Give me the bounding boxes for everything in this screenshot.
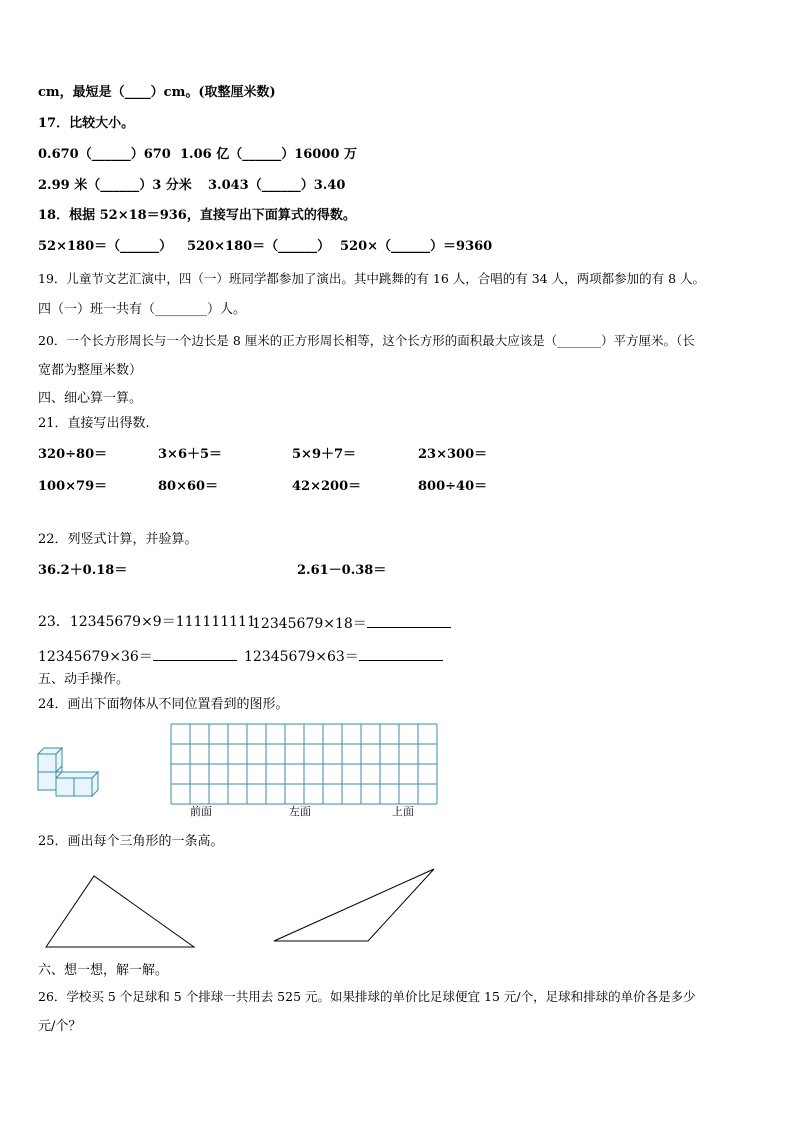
label-front: 前面 <box>190 805 212 818</box>
q17-title: 17．比较大小。 <box>38 116 135 131</box>
q23-item-3: 12345679×36＝ <box>38 649 153 665</box>
q21-r2-c1: 100×79＝ <box>38 479 108 494</box>
q23-item-4: 12345679×63＝ <box>244 649 359 665</box>
q18-item-3: 520×（______）＝9360 <box>340 239 493 254</box>
drawing-grid[interactable] <box>170 723 436 805</box>
q22-title: 22．列竖式计算，并验算。 <box>38 532 198 547</box>
triangle-2[interactable] <box>272 867 437 943</box>
q26-line-1: 26．学校买 5 个足球和 5 个排球一共用去 525 元。如果排球的单价比足球便宜 15 元/个，足球和排球的单价各是多少 <box>38 989 696 1004</box>
q21-r1-c1: 320÷80＝ <box>38 447 108 462</box>
q21-r2-c2: 80×60＝ <box>158 479 219 494</box>
section-5-heading: 五、动手操作。 <box>38 672 130 687</box>
q22-item-2: 2.61－0.38＝ <box>297 563 387 578</box>
label-left: 左面 <box>289 805 311 818</box>
q25-title: 25．画出每个三角形的一条高。 <box>38 834 224 849</box>
q22-item-1: 36.2＋0.18＝ <box>38 563 128 578</box>
cubes-figure <box>36 744 100 804</box>
q23-item-2: 12345679×18＝ <box>252 616 367 632</box>
q20-line-1: 20．一个长方形周长与一个边长是 8 厘米的正方形周长相等，这个长方形的面积最大应该是（_______）平方厘米。（长 <box>38 333 695 348</box>
q18-item-1: 52×180＝（______） <box>38 239 173 254</box>
q18-title: 18．根据 52×18＝936，直接写出下面算式的得数。 <box>38 208 356 223</box>
q16-tail: cm，最短是（____）cm。(取整厘米数) <box>38 85 276 100</box>
q23-blank-2[interactable] <box>153 646 237 661</box>
q26-line-2: 元/个？ <box>38 1019 82 1034</box>
section-6-heading: 六、想一想，解一解。 <box>38 963 169 978</box>
q20-line-2: 宽都为整厘米数） <box>38 363 143 378</box>
q21-r2-c3: 42×200＝ <box>292 479 362 494</box>
triangle-1[interactable] <box>44 874 196 949</box>
q23-item-2-wrap <box>252 613 451 633</box>
q21-title: 21．直接写出得数. <box>38 416 150 431</box>
q19-line-2: 四（一）班一共有（________）人。 <box>38 302 247 317</box>
q23-item-1: 23．12345679×9＝111111111 <box>38 614 256 630</box>
label-top: 上面 <box>392 805 414 818</box>
q24-title: 24．画出下面物体从不同位置看到的图形。 <box>38 697 289 712</box>
q21-r1-c2: 3×6＋5＝ <box>158 447 223 462</box>
q23-item-4-wrap <box>244 646 443 666</box>
q17-item-3: 2.99 米（______）3 分米 <box>38 178 192 193</box>
q23-blank-1[interactable] <box>367 613 451 628</box>
q21-r1-c4: 23×300＝ <box>418 447 488 462</box>
q19-line-1: 19．儿童节文艺汇演中，四（一）班同学都参加了演出。其中跳舞的有 16 人，合唱的有 34 人，两项都参加的有 8 人。 <box>38 271 706 286</box>
section-4-heading: 四、细心算一算。 <box>38 391 143 406</box>
q23-blank-3[interactable] <box>359 646 443 661</box>
q23-item-3-wrap <box>38 646 237 666</box>
q17-item-1: 0.670（______）670 <box>38 147 171 162</box>
q21-r2-c4: 800÷40＝ <box>418 479 488 494</box>
q21-r1-c3: 5×9＋7＝ <box>292 447 357 462</box>
q17-item-4: 3.043（______）3.40 <box>208 178 346 193</box>
q18-item-2: 520×180＝（______） <box>187 239 331 254</box>
q17-item-2: 1.06 亿（______）16000 万 <box>180 147 357 162</box>
